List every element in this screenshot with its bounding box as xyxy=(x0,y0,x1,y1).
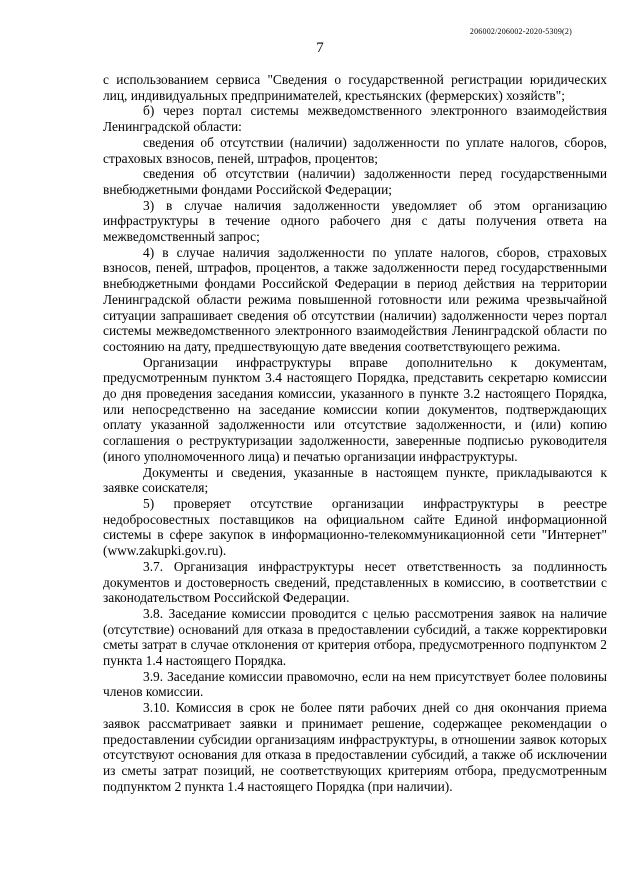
paragraph-documents-attached: Документы и сведения, указанные в настоящем пункте, прикладываются к заявке соискателя; xyxy=(103,464,607,496)
paragraph-3-7: 3.7. Организация инфраструктуры несет ответственность за подлинность документов и достоверность сведений, представленных в комиссию, в соответствии с законодательством Российской Федерации. xyxy=(103,558,607,606)
paragraph-3-8: 3.8. Заседание комиссии проводится с целью рассмотрения заявок на наличие (отсутствие) оснований для отказа в предоставлении субсидий, а также корректировки сметы затрат в случае отклонения от критерия отбора, предусмотренного подпунктом 2 пункта 1.4 настоящего Порядка. xyxy=(103,605,607,669)
document-id: 206002/206002-2020-5309(2) xyxy=(469,27,572,36)
paragraph-continuation: с использованием сервиса "Сведения о государственной регистрации юридических лиц, индивидуальных предпринимателей, крестьянских (фермерских) хозяйств"; xyxy=(103,72,607,103)
paragraph-3-10: 3.10. Комиссия в срок не более пяти рабочих дней со дня окончания приема заявок рассматривает заявки и принимает решение, содержащее рекомендации о предоставлении субсидии организациям инфраструктуры, в отношении заявок которых отсутствуют основания для отказа в предоставлении субсидий, а также об исключении из сметы затрат позиций, не соответствующих критериям отбора, предусмотренным подпунктом 2 пункта 1.4 настоящего Порядка (при наличии). xyxy=(103,700,607,794)
page-number: 7 xyxy=(316,40,324,56)
paragraph-additional-documents: Организации инфраструктуры вправе дополнительно к документам, предусмотренным пунктом 3.4 настоящего Порядка, представить секретарю комиссии до дня проведения заседания комиссии, указанного в пункте 3.2 настоящего Порядка, или непосредственно на заседание комиссии копии документов, подтверждающих оплату указанной задолженности или отсутствие задолженности, и (или) копию соглашения о реструктуризации задолженности, заверенные подписью руководителя (иного уполномоченного лица) и печатью организации инфраструктуры. xyxy=(103,354,607,464)
paragraph-item-5: 5) проверяет отсутствие организации инфраструктуры в реестре недобросовестных поставщиков на официальном сайте Единой информационной системы в сфере закупок в информационно-телекоммуникационной сети "Интернет" (www.zakupki.gov.ru). xyxy=(103,495,607,559)
paragraph-item-3: 3) в случае наличия задолженности уведомляет об этом организацию инфраструктуры в течение одного рабочего дня с даты получения ответа на межведомственный запрос; xyxy=(103,197,607,245)
paragraph-tax-debt-info: сведения об отсутствии (наличии) задолженности по уплате налогов, сборов, страховых взносов, пеней, штрафов, процентов; xyxy=(103,134,607,166)
document-body xyxy=(103,72,607,794)
paragraph-item-b: б) через портал системы межведомственного электронного взаимодействия Ленинградской области: xyxy=(103,103,607,135)
paragraph-funds-debt-info: сведения об отсутствии (наличии) задолженности перед государственными внебюджетными фондами Российской Федерации; xyxy=(103,166,607,197)
paragraph-item-4: 4) в случае наличия задолженности по уплате налогов, сборов, страховых взносов, пеней, штрафов, процентов, а также задолженности перед государственными внебюджетными фондами Российской Федерации в период действия на территории Ленинградской области режима повышенной готовности или режима чрезвычайной ситуации запрашивает сведения об отсутствии (наличии) задолженности через портал системы межведомственного электронного взаимодействия Ленинградской области по состоянию на дату, предшествующую дате введения соответствующего режима. xyxy=(103,244,607,354)
paragraph-3-9: 3.9. Заседание комиссии правомочно, если на нем присутствует более половины членов комиссии. xyxy=(103,668,607,700)
